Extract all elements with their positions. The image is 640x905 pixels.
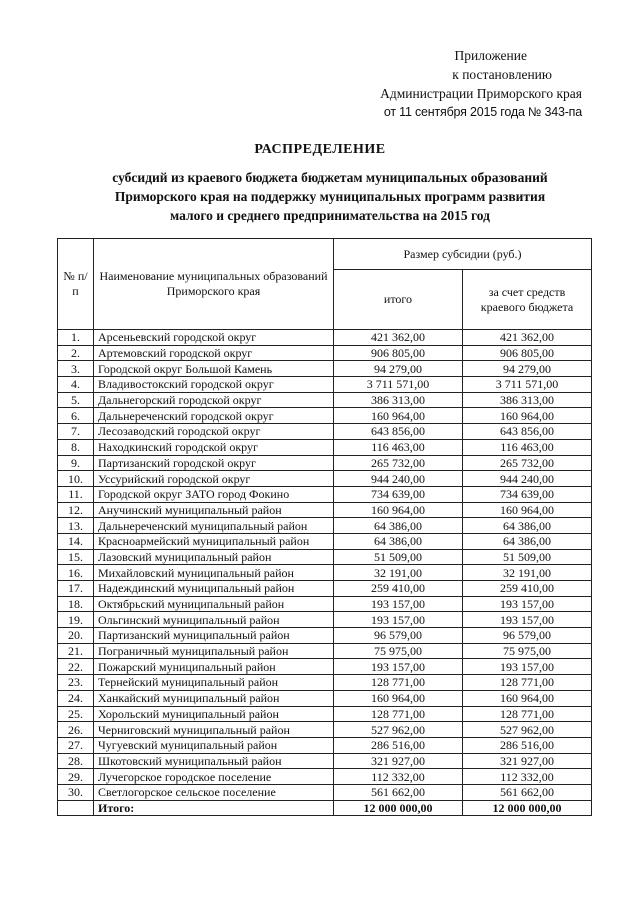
table-row [58,549,592,565]
row-total: 386 313,00 [334,392,463,408]
row-municipality: Михайловский муниципальный район [94,565,334,581]
row-total: 643 856,00 [334,424,463,440]
row-regional: 75 975,00 [463,643,592,659]
table-row [58,377,592,393]
row-municipality: Находкинский городской округ [94,439,334,455]
row-municipality: Партизанский муниципальный район [94,628,334,644]
row-number: 1. [58,330,94,346]
row-total: 3 711 571,00 [334,377,463,393]
row-regional: 160 964,00 [463,690,592,706]
row-municipality: Городской округ ЗАТО город Фокино [94,486,334,502]
table-row [58,471,592,487]
row-municipality: Дальнереченский городской округ [94,408,334,424]
table-row [58,628,592,644]
row-number: 28. [58,753,94,769]
document-title: РАСПРЕДЕЛЕНИЕ [254,142,386,157]
row-total: 527 962,00 [334,722,463,738]
row-number: 27. [58,737,94,753]
row-total: 259 410,00 [334,581,463,597]
row-total: 321 927,00 [334,753,463,769]
row-municipality: Ханкайский муниципальный район [94,690,334,706]
subtitle-line: субсидий из краевого бюджета бюджетам муниципальных образований [112,170,548,185]
distribution-table [57,238,592,816]
appendix-label: Приложение [454,48,527,63]
row-municipality: Дальнегорский городской округ [94,392,334,408]
table-row [58,706,592,722]
row-total: 193 157,00 [334,659,463,675]
row-regional: 128 771,00 [463,675,592,691]
row-total: 193 157,00 [334,596,463,612]
row-total: 128 771,00 [334,675,463,691]
subtitle-line: малого и среднего предпринимательства на 2015 год [170,208,490,223]
table-row [58,455,592,471]
row-regional: 112 332,00 [463,769,592,785]
appendix-header [380,46,582,122]
row-number: 26. [58,722,94,738]
table-row [58,565,592,581]
row-municipality: Хорольский муниципальный район [94,706,334,722]
table-row [58,737,592,753]
resolution-date-number: от 11 сентября 2015 года № 343-па [383,105,582,119]
row-municipality: Красноармейский муниципальный район [94,533,334,549]
table-row [58,769,592,785]
row-municipality: Артемовский городской округ [94,345,334,361]
row-number: 20. [58,628,94,644]
row-regional: 64 386,00 [463,533,592,549]
table-row [58,392,592,408]
row-municipality: Черниговский муниципальный район [94,722,334,738]
row-total: 64 386,00 [334,518,463,534]
row-total: 116 463,00 [334,439,463,455]
row-number: 6. [58,408,94,424]
row-total: 51 509,00 [334,549,463,565]
table-row [58,330,592,346]
row-number: 10. [58,471,94,487]
table-row [58,722,592,738]
row-number: 5. [58,392,94,408]
row-number: 19. [58,612,94,628]
row-regional: 51 509,00 [463,549,592,565]
row-municipality: Партизанский городской округ [94,455,334,471]
header-subsidy-size: Размер субсидии (руб.) [334,239,592,270]
row-total: 265 732,00 [334,455,463,471]
row-municipality: Лазовский муниципальный район [94,549,334,565]
row-number: 2. [58,345,94,361]
table-row [58,361,592,377]
header-number: № п/п [58,239,94,330]
row-regional: 193 157,00 [463,612,592,628]
row-total: 94 279,00 [334,361,463,377]
row-regional: 64 386,00 [463,518,592,534]
table-row [58,643,592,659]
row-total: 160 964,00 [334,502,463,518]
row-number: 18. [58,596,94,612]
row-number: 13. [58,518,94,534]
row-municipality: Дальнереченский муниципальный район [94,518,334,534]
resolution-reference: к постановлению [452,67,552,82]
row-municipality: Шкотовский муниципальный район [94,753,334,769]
row-number: 25. [58,706,94,722]
table-row [58,612,592,628]
row-number: 29. [58,769,94,785]
row-total: 32 191,00 [334,565,463,581]
table-row [58,784,592,800]
header-total: итого [334,270,463,330]
row-regional: 561 662,00 [463,784,592,800]
table-row [58,502,592,518]
row-total: 421 362,00 [334,330,463,346]
header-regional-budget: за счет средств краевого бюджета [463,270,592,330]
table-row [58,581,592,597]
total-label: Итого: [94,800,334,816]
row-regional: 259 410,00 [463,581,592,597]
row-total: 96 579,00 [334,628,463,644]
row-municipality: Лучегорское городское поселение [94,769,334,785]
table-row [58,345,592,361]
row-number: 30. [58,784,94,800]
row-municipality: Анучинский муниципальный район [94,502,334,518]
row-total: 160 964,00 [334,690,463,706]
row-municipality: Пограничный муниципальный район [94,643,334,659]
row-regional: 265 732,00 [463,455,592,471]
row-total: 75 975,00 [334,643,463,659]
row-municipality: Светлогорское сельское поселение [94,784,334,800]
row-total: 128 771,00 [334,706,463,722]
row-number: 24. [58,690,94,706]
row-regional: 421 362,00 [463,330,592,346]
row-municipality: Лесозаводский городской округ [94,424,334,440]
table-row [58,533,592,549]
row-regional: 734 639,00 [463,486,592,502]
total-sum: 12 000 000,00 [334,800,463,816]
row-regional: 193 157,00 [463,659,592,675]
row-number: 16. [58,565,94,581]
table-row [58,596,592,612]
row-municipality: Городской округ Большой Камень [94,361,334,377]
row-regional: 3 711 571,00 [463,377,592,393]
row-number: 4. [58,377,94,393]
row-number: 15. [58,549,94,565]
row-regional: 32 191,00 [463,565,592,581]
row-regional: 643 856,00 [463,424,592,440]
row-number: 3. [58,361,94,377]
table-row [58,659,592,675]
row-number: 22. [58,659,94,675]
total-empty-cell [58,800,94,816]
row-municipality: Арсеньевский городской округ [94,330,334,346]
row-municipality: Надеждинский муниципальный район [94,581,334,597]
row-total: 193 157,00 [334,612,463,628]
row-municipality: Пожарский муниципальный район [94,659,334,675]
row-municipality: Владивостокский городской округ [94,377,334,393]
row-regional: 193 157,00 [463,596,592,612]
table-row [58,439,592,455]
row-number: 17. [58,581,94,597]
subtitle-line: Приморского края на поддержку муниципальных программ развития [114,189,546,204]
row-number: 7. [58,424,94,440]
row-number: 23. [58,675,94,691]
row-total: 944 240,00 [334,471,463,487]
row-total: 64 386,00 [334,533,463,549]
table-row [58,675,592,691]
row-regional: 386 313,00 [463,392,592,408]
row-number: 11. [58,486,94,502]
row-municipality: Ольгинский муниципальный район [94,612,334,628]
header-municipality-name: Наименование муниципальных образований Приморского края [94,239,334,330]
total-row [58,800,592,816]
row-municipality: Октябрьский муниципальный район [94,596,334,612]
total-regional: 12 000 000,00 [463,800,592,816]
row-total: 734 639,00 [334,486,463,502]
row-number: 12. [58,502,94,518]
row-regional: 321 927,00 [463,753,592,769]
table-row [58,486,592,502]
row-regional: 944 240,00 [463,471,592,487]
document-subtitle [60,168,600,225]
row-number: 14. [58,533,94,549]
row-municipality: Уссурийский городской округ [94,471,334,487]
row-regional: 94 279,00 [463,361,592,377]
row-total: 561 662,00 [334,784,463,800]
row-number: 21. [58,643,94,659]
administration-name: Администрации Приморского края [380,86,582,101]
row-regional: 96 579,00 [463,628,592,644]
table-row [58,753,592,769]
table-row [58,424,592,440]
table-row [58,408,592,424]
row-total: 112 332,00 [334,769,463,785]
row-municipality: Чугуевский муниципальный район [94,737,334,753]
row-regional: 160 964,00 [463,408,592,424]
row-regional: 906 805,00 [463,345,592,361]
row-regional: 160 964,00 [463,502,592,518]
table-row [58,518,592,534]
row-total: 906 805,00 [334,345,463,361]
row-number: 8. [58,439,94,455]
row-municipality: Тернейский муниципальный район [94,675,334,691]
row-regional: 286 516,00 [463,737,592,753]
row-regional: 128 771,00 [463,706,592,722]
row-total: 160 964,00 [334,408,463,424]
row-total: 286 516,00 [334,737,463,753]
row-regional: 116 463,00 [463,439,592,455]
row-number: 9. [58,455,94,471]
table-row [58,690,592,706]
row-regional: 527 962,00 [463,722,592,738]
